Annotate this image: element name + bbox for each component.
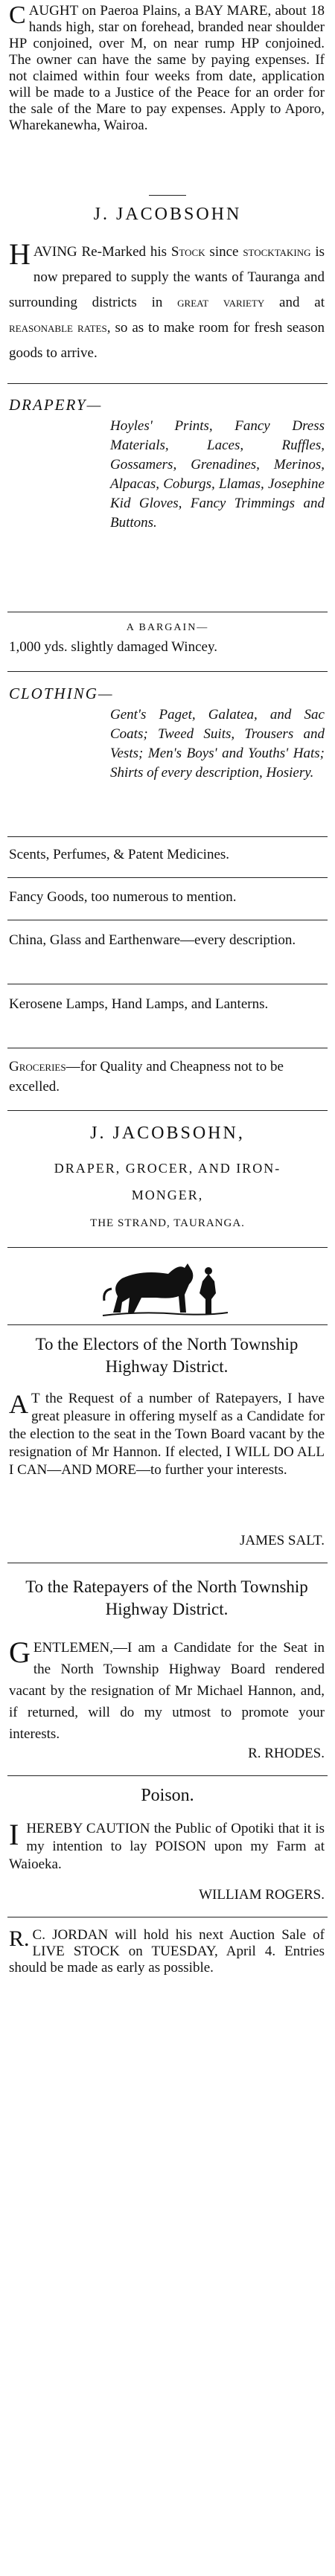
- bargain-heading: A BARGAIN—: [126, 622, 209, 633]
- footer-trade-2: MONGER,: [131, 1188, 204, 1202]
- drop-cap: G: [9, 1635, 31, 1669]
- divider: [7, 671, 328, 672]
- drapery-items: Hoyles' Prints, Fancy Dress Materials, Laces, Ruffles, Gossamers, Grenadines, Merinos, Alpacas, Coburgs, Llamas, Josephine Kid Gloves, Fancy Trimmings and Buttons.: [110, 418, 325, 531]
- clothing-items: Gent's Paget, Galatea, and Sac Coats; Tweed Suits, Trousers and Vests; Men's Boys' and Youths' Hats; Shirts of every description, Hosiery.: [110, 707, 325, 781]
- line-scents: Scents, Perfumes, & Patent Medicines.: [9, 847, 230, 862]
- salt-text: A T the Request of a number of Ratepayers, I have great pleasure in offering myself as a Candidate for the election to the seat in the Town Board vacant by the resignation of Mr Hannon. If elected, I WILL DO ALL I CAN—AND MORE—to further your interests.: [9, 1389, 325, 1478]
- line-groceries: Groceries—for Quality and Cheapness not to be excelled.: [9, 1059, 284, 1095]
- poison-heading: Poison.: [141, 1786, 194, 1805]
- bargain-text: 1,000 yds. slightly damaged Wincey.: [9, 639, 217, 655]
- advertiser-name: J. JACOBSOHN: [93, 205, 242, 224]
- line-kerosene: Kerosene Lamps, Hand Lamps, and Lanterns.: [9, 996, 269, 1012]
- divider: [7, 1247, 328, 1248]
- line-fancy-goods: Fancy Goods, too numerous to mention.: [9, 889, 237, 905]
- livestock-cut-icon: [97, 1256, 231, 1320]
- stray-mare-text: CAUGHT on Paeroa Plains, a BAY MARE, about 18 hands high, star on forehead, branded near shoulder HP conjoined, over M, on near rump HP conjoined. The owner can have the same by paying expenses. If not claimed within four weeks from date, application will be made to a Justice of the Peace for an order for the sale of the Mare to pay expenses. Apply to Aporo, Wharekanewha, Wairoa.: [9, 1, 325, 133]
- jacobsohn-intro: HAVING Re-Marked his Stock since stocktaking is now prepared to supply the wants of Tauranga and surrounding districts in great variety and at reasonable rates, so as to make room for fresh season goods to arrive.: [9, 237, 325, 361]
- divider: [7, 877, 328, 878]
- drop-cap: R.: [9, 1926, 30, 1951]
- footer-trade-1: DRAPER, GROCER, AND IRON-: [54, 1161, 281, 1176]
- rhodes-text: GENTLEMEN,—I am a Candidate for the Seat in the North Township Highway Board rendered vacant by the resignation of Mr Michael Hannon, and, if returned, will do my utmost to promote your interests.: [9, 1635, 325, 1742]
- footer-name: J. JACOBSOHN,: [90, 1124, 245, 1143]
- divider: [7, 1775, 328, 1776]
- drapery-heading: DRAPERY—: [9, 396, 103, 414]
- rhodes-heading: To the Ratepayers of the North Township Highway District.: [25, 1577, 308, 1618]
- clothing-heading: CLOTHING—: [9, 685, 114, 702]
- line-china: China, Glass and Earthenware—every description.: [9, 932, 296, 948]
- divider: [7, 383, 328, 384]
- jordan-text: R. C. JORDAN will hold his next Auction Sale of LIVE STOCK on TUESDAY, April 4. Entries should be made as early as possible.: [9, 1926, 325, 1976]
- salt-signature: JAMES SALT.: [239, 1533, 325, 1548]
- divider: [7, 836, 328, 837]
- divider: [149, 195, 186, 196]
- drop-cap: I: [9, 1818, 19, 1851]
- divider: [7, 1110, 328, 1111]
- drop-cap: C: [9, 1, 26, 29]
- divider: [7, 1324, 328, 1325]
- drop-cap: A: [9, 1389, 28, 1419]
- poison-text: IHEREBY CAUTION the Public of Opotiki that it is my intention to lay POISON upon my Farm at Waioeka.: [9, 1818, 325, 1872]
- footer-address: THE STRAND, TAURANGA.: [90, 1217, 245, 1229]
- rhodes-signature: R. RHODES.: [248, 1746, 325, 1761]
- drop-cap: H: [9, 237, 31, 271]
- poison-signature: WILLIAM ROGERS.: [199, 1887, 325, 1903]
- salt-heading: To the Electors of the North Township Highway District.: [35, 1335, 299, 1376]
